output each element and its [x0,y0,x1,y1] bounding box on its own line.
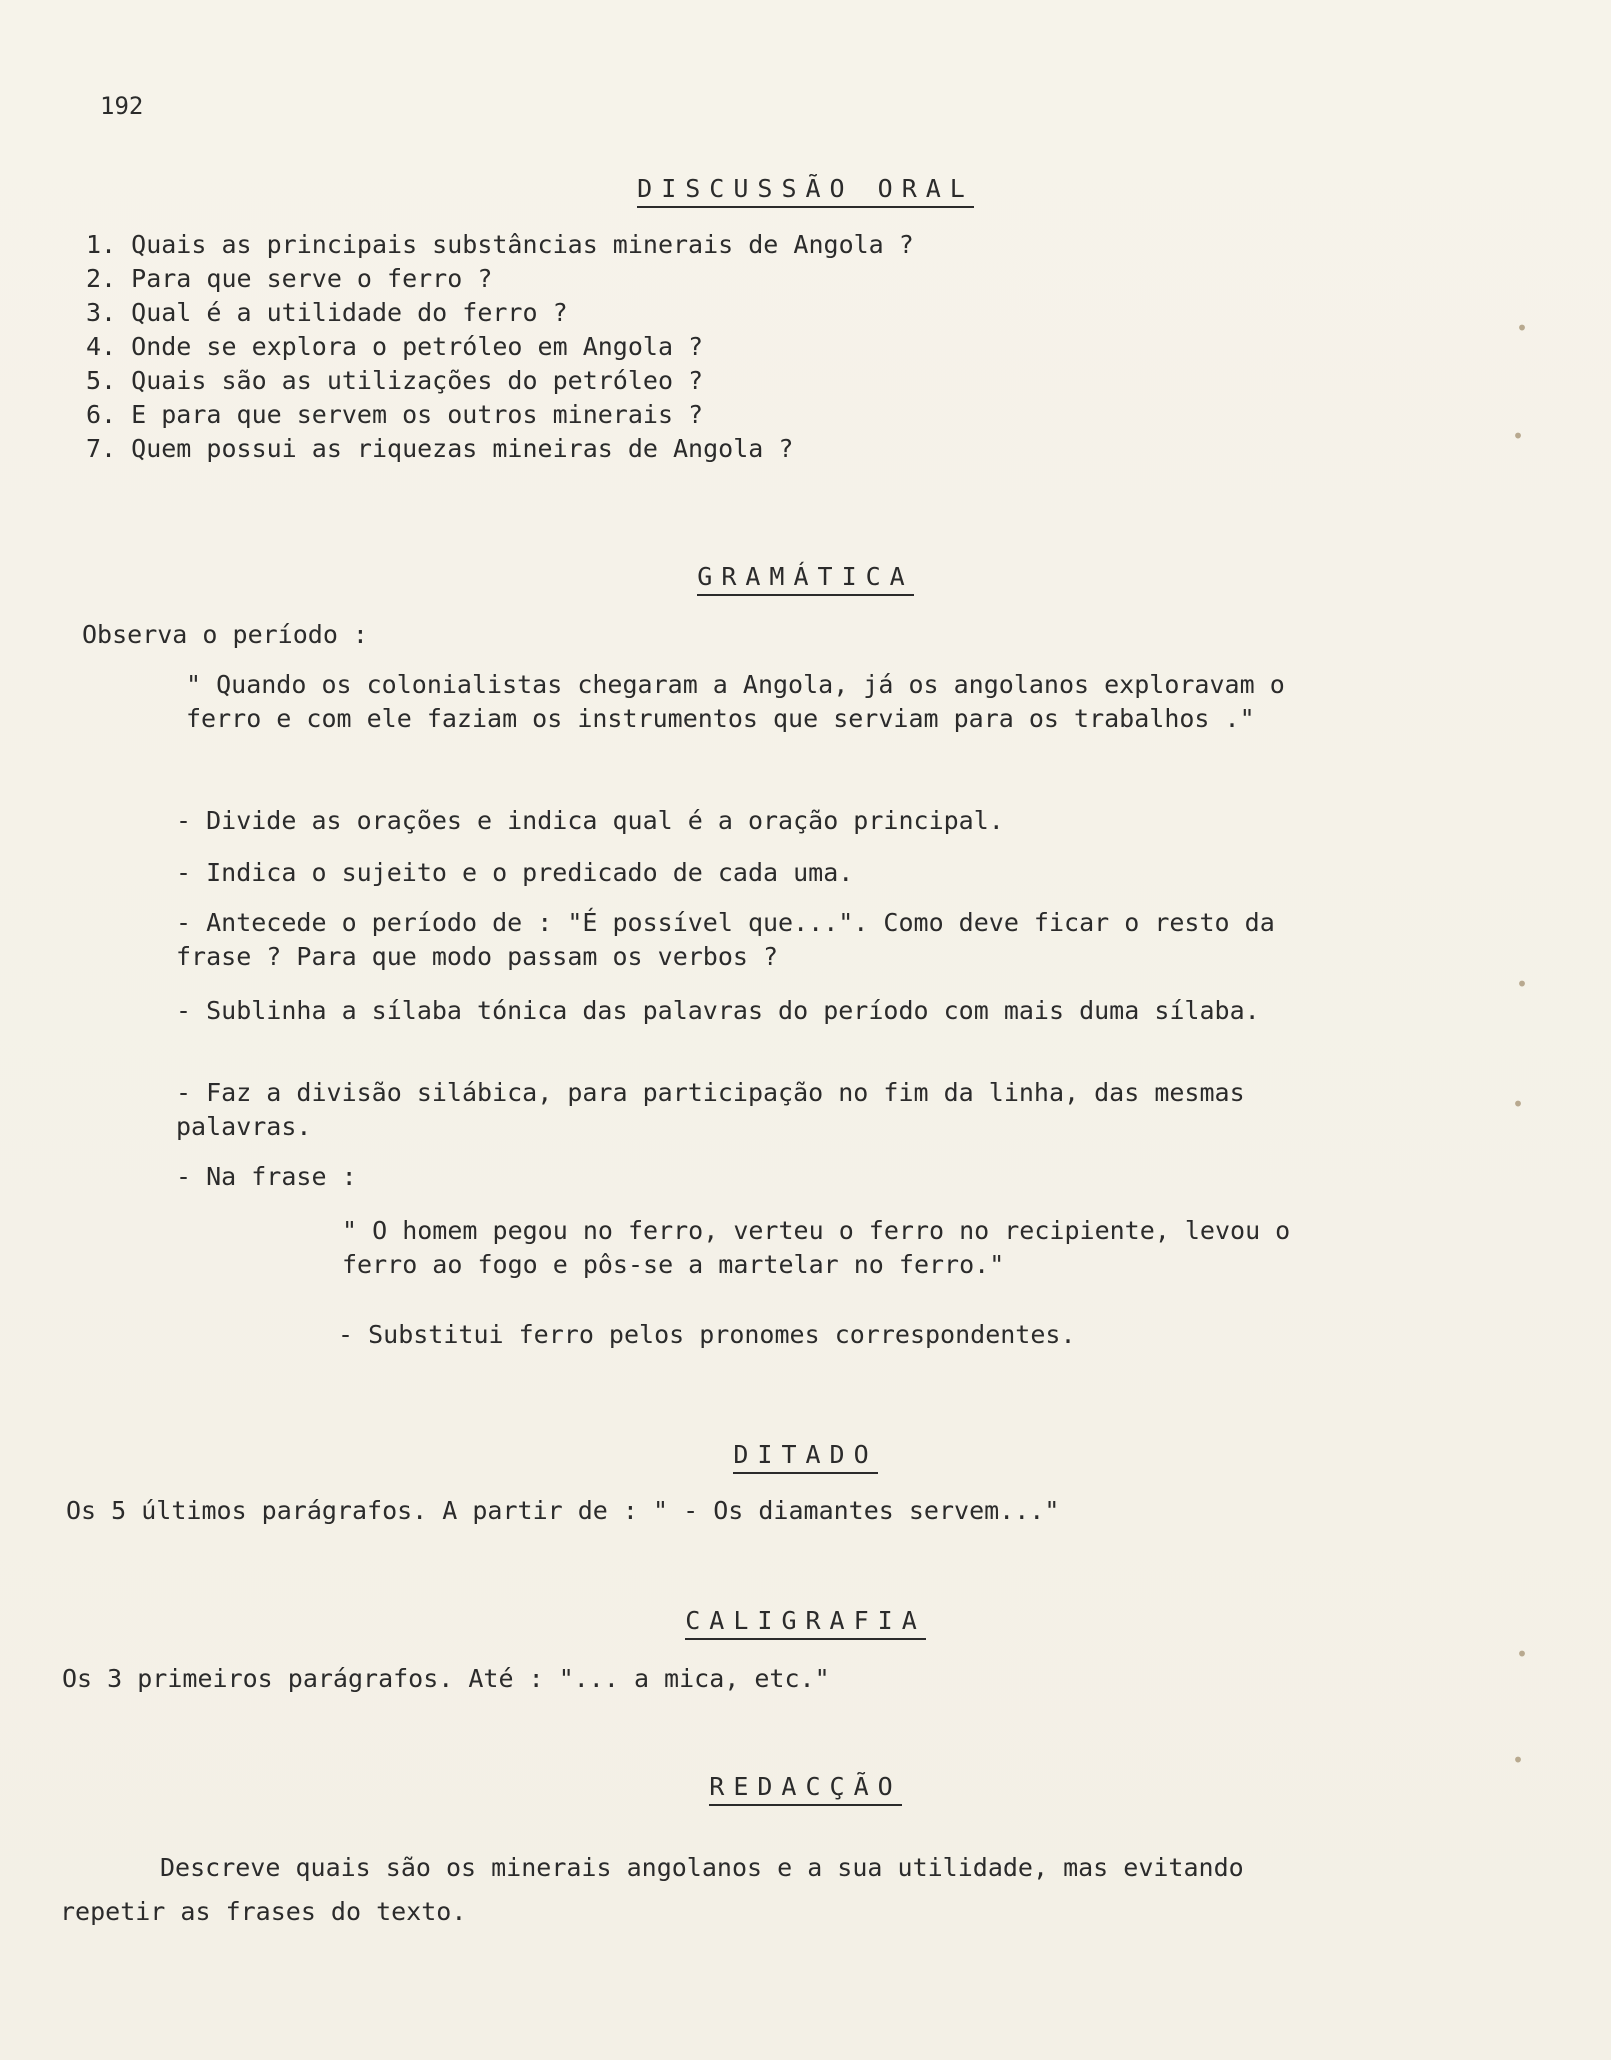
caligrafia-text: Os 3 primeiros parágrafos. Até : "... a mica, etc." [62,1664,830,1693]
heading-discussao-oral: DISCUSSÃO ORAL [0,174,1611,203]
question-7: 7. Quem possui as riquezas mineiras de Angola ? [86,434,794,463]
gramatica-quote: " Quando os colonialistas chegaram a Angola, já os angolanos exploravam o ferro e com ele faziam os instrumentos que serviam para os trabalhos ." [186,670,1300,733]
margin-mark: • [1516,1642,1529,1666]
gramatica-item-5: - Faz a divisão silábica, para participação no fim da linha, das mesmas palavras. [176,1078,1260,1141]
heading-caligrafia: CALIGRAFIA [0,1606,1611,1635]
gramatica-substitui: - Substitui ferro pelos pronomes correspondentes. [338,1320,1076,1349]
redaccao-text: Descreve quais são os minerais angolanos e a sua utilidade, mas evitando repetir as frases do texto. [60,1853,1259,1926]
gramatica-quote-2: " O homem pegou no ferro, verteu o ferro no recipiente, levou o ferro ao fogo e pôs-se a martelar no ferro." [342,1216,1306,1279]
question-3: 3. Qual é a utilidade do ferro ? [86,298,568,327]
question-6: 6. E para que servem os outros minerais ? [86,400,704,429]
margin-mark: • [1512,424,1525,448]
gramatica-item-2: - Indica o sujeito e o predicado de cada uma. [176,858,854,887]
gramatica-item-1: - Divide as orações e indica qual é a oração principal. [176,806,1004,835]
gramatica-item-4: - Sublinha a sílaba tónica das palavras do período com mais duma sílaba. [176,996,1260,1025]
question-list [86,228,914,466]
heading-redaccao: REDACÇÃO [0,1772,1611,1801]
gramatica-item-6: - Na frase : [176,1162,357,1191]
question-5: 5. Quais são as utilizações do petróleo ? [86,366,704,395]
margin-mark: • [1512,1092,1525,1116]
ditado-text: Os 5 últimos parágrafos. A partir de : " - Os diamantes servem..." [66,1496,1060,1525]
heading-gramatica: GRAMÁTICA [0,562,1611,591]
heading-ditado: DITADO [0,1440,1611,1469]
gramatica-intro: Observa o período : [82,620,368,649]
margin-mark: • [1516,972,1529,996]
question-2: 2. Para que serve o ferro ? [86,264,493,293]
page-number: 192 [100,92,144,120]
margin-mark: • [1512,1748,1525,1772]
question-4: 4. Onde se explora o petróleo em Angola ? [86,332,704,361]
gramatica-item-3: - Antecede o período de : "É possível que...". Como deve ficar o resto da frase ? Para que modo passam os verbos ? [176,908,1290,971]
margin-mark: • [1516,316,1529,340]
question-1: 1. Quais as principais substâncias minerais de Angola ? [86,230,914,259]
